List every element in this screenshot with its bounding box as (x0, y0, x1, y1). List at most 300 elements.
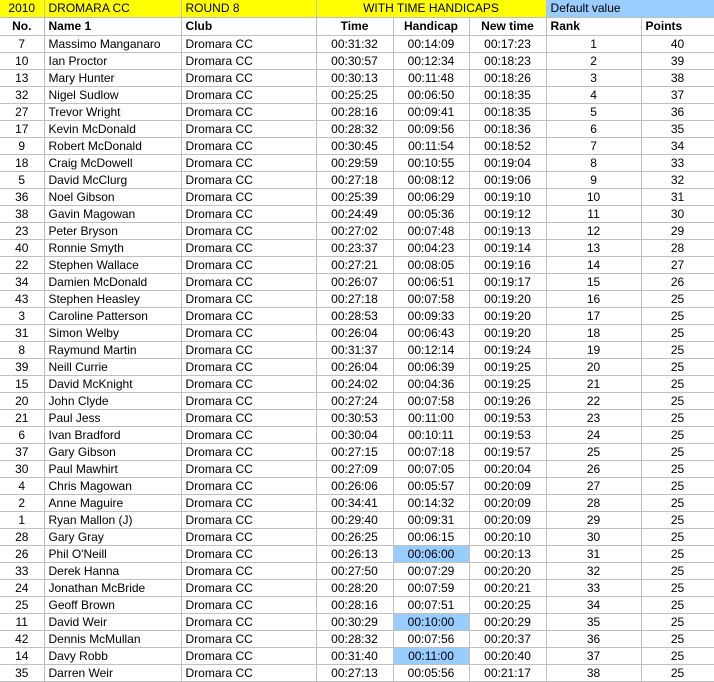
cell-rank[interactable]: 14 (546, 257, 641, 274)
cell-points[interactable]: 34 (641, 138, 714, 155)
cell-no[interactable]: 31 (0, 325, 44, 342)
cell-name[interactable]: Ryan Mallon (J) (44, 512, 181, 529)
cell-no[interactable]: 17 (0, 121, 44, 138)
cell-time[interactable]: 00:27:18 (316, 291, 393, 308)
cell-time[interactable]: 00:26:07 (316, 274, 393, 291)
cell-rank[interactable]: 17 (546, 308, 641, 325)
cell-rank[interactable]: 27 (546, 478, 641, 495)
cell-rank[interactable]: 35 (546, 614, 641, 631)
cell-club[interactable]: Dromara CC (181, 36, 316, 53)
cell-club[interactable]: Dromara CC (181, 206, 316, 223)
cell-rank[interactable]: 37 (546, 648, 641, 665)
cell-club[interactable]: Dromara CC (181, 427, 316, 444)
cell-new-time[interactable]: 00:18:52 (469, 138, 546, 155)
cell-name[interactable]: Neill Currie (44, 359, 181, 376)
cell-name[interactable]: Simon Welby (44, 325, 181, 342)
cell-points[interactable]: 25 (641, 563, 714, 580)
cell-club[interactable]: Dromara CC (181, 155, 316, 172)
cell-handicap[interactable]: 00:07:29 (393, 563, 469, 580)
cell-club[interactable]: Dromara CC (181, 461, 316, 478)
cell-club[interactable]: Dromara CC (181, 631, 316, 648)
cell-name[interactable]: Paul Jess (44, 410, 181, 427)
header-points[interactable]: Points (641, 18, 714, 36)
cell-no[interactable]: 10 (0, 53, 44, 70)
cell-points[interactable]: 25 (641, 665, 714, 682)
cell-time[interactable]: 00:24:02 (316, 376, 393, 393)
cell-rank[interactable]: 11 (546, 206, 641, 223)
cell-no[interactable]: 25 (0, 597, 44, 614)
cell-new-time[interactable]: 00:20:04 (469, 461, 546, 478)
cell-points[interactable]: 25 (641, 291, 714, 308)
cell-time[interactable]: 00:27:15 (316, 444, 393, 461)
cell-club[interactable]: Dromara CC (181, 138, 316, 155)
cell-points[interactable]: 25 (641, 410, 714, 427)
banner-round-cell[interactable]: ROUND 8 (181, 0, 316, 18)
cell-rank[interactable]: 12 (546, 223, 641, 240)
cell-points[interactable]: 25 (641, 495, 714, 512)
cell-time[interactable]: 00:27:02 (316, 223, 393, 240)
cell-points[interactable]: 25 (641, 614, 714, 631)
cell-club[interactable]: Dromara CC (181, 121, 316, 138)
cell-handicap[interactable]: 00:07:58 (393, 291, 469, 308)
cell-club[interactable]: Dromara CC (181, 410, 316, 427)
cell-club[interactable]: Dromara CC (181, 512, 316, 529)
cell-points[interactable]: 26 (641, 274, 714, 291)
cell-no[interactable]: 3 (0, 308, 44, 325)
header-time[interactable]: Time (316, 18, 393, 36)
cell-time[interactable]: 00:27:09 (316, 461, 393, 478)
cell-no[interactable]: 2 (0, 495, 44, 512)
cell-points[interactable]: 25 (641, 427, 714, 444)
cell-no[interactable]: 22 (0, 257, 44, 274)
cell-time[interactable]: 00:27:50 (316, 563, 393, 580)
cell-club[interactable]: Dromara CC (181, 529, 316, 546)
cell-name[interactable]: Derek Hanna (44, 563, 181, 580)
cell-time[interactable]: 00:28:16 (316, 597, 393, 614)
cell-handicap[interactable]: 00:09:41 (393, 104, 469, 121)
cell-handicap[interactable]: 00:09:56 (393, 121, 469, 138)
cell-rank[interactable]: 4 (546, 87, 641, 104)
cell-new-time[interactable]: 00:18:35 (469, 87, 546, 104)
cell-new-time[interactable]: 00:19:53 (469, 427, 546, 444)
cell-no[interactable]: 28 (0, 529, 44, 546)
cell-new-time[interactable]: 00:19:24 (469, 342, 546, 359)
cell-name[interactable]: Raymund Martin (44, 342, 181, 359)
cell-new-time[interactable]: 00:19:14 (469, 240, 546, 257)
cell-no[interactable]: 37 (0, 444, 44, 461)
cell-club[interactable]: Dromara CC (181, 478, 316, 495)
cell-time[interactable]: 00:30:57 (316, 53, 393, 70)
cell-points[interactable]: 25 (641, 631, 714, 648)
cell-new-time[interactable]: 00:19:20 (469, 291, 546, 308)
cell-rank[interactable]: 20 (546, 359, 641, 376)
cell-name[interactable]: Noel Gibson (44, 189, 181, 206)
cell-rank[interactable]: 31 (546, 546, 641, 563)
cell-handicap[interactable]: 00:11:00 (393, 410, 469, 427)
cell-points[interactable]: 29 (641, 223, 714, 240)
cell-club[interactable]: Dromara CC (181, 580, 316, 597)
cell-points[interactable]: 25 (641, 393, 714, 410)
cell-club[interactable]: Dromara CC (181, 172, 316, 189)
cell-club[interactable]: Dromara CC (181, 274, 316, 291)
cell-name[interactable]: Paul Mawhirt (44, 461, 181, 478)
default-value-cell[interactable]: Default value (546, 0, 714, 18)
cell-time[interactable]: 00:28:20 (316, 580, 393, 597)
cell-name[interactable]: Gary Gray (44, 529, 181, 546)
cell-rank[interactable]: 16 (546, 291, 641, 308)
cell-no[interactable]: 15 (0, 376, 44, 393)
cell-new-time[interactable]: 00:19:17 (469, 274, 546, 291)
cell-name[interactable]: Anne Maguire (44, 495, 181, 512)
cell-time[interactable]: 00:31:32 (316, 36, 393, 53)
cell-name[interactable]: Trevor Wright (44, 104, 181, 121)
cell-new-time[interactable]: 00:19:20 (469, 308, 546, 325)
cell-handicap[interactable]: 00:06:29 (393, 189, 469, 206)
cell-rank[interactable]: 7 (546, 138, 641, 155)
cell-rank[interactable]: 22 (546, 393, 641, 410)
cell-club[interactable]: Dromara CC (181, 614, 316, 631)
cell-club[interactable]: Dromara CC (181, 87, 316, 104)
cell-points[interactable]: 25 (641, 580, 714, 597)
cell-no[interactable]: 18 (0, 155, 44, 172)
cell-new-time[interactable]: 00:19:20 (469, 325, 546, 342)
cell-new-time[interactable]: 00:20:25 (469, 597, 546, 614)
cell-name[interactable]: Jonathan McBride (44, 580, 181, 597)
cell-points[interactable]: 25 (641, 444, 714, 461)
cell-name[interactable]: Kevin McDonald (44, 121, 181, 138)
cell-club[interactable]: Dromara CC (181, 563, 316, 580)
cell-points[interactable]: 35 (641, 121, 714, 138)
cell-rank[interactable]: 5 (546, 104, 641, 121)
cell-no[interactable]: 7 (0, 36, 44, 53)
cell-name[interactable]: John Clyde (44, 393, 181, 410)
cell-name[interactable]: Darren Weir (44, 665, 181, 682)
cell-club[interactable]: Dromara CC (181, 104, 316, 121)
header-no[interactable]: No. (0, 18, 44, 36)
cell-club[interactable]: Dromara CC (181, 495, 316, 512)
header-name[interactable]: Name 1 (44, 18, 181, 36)
cell-no[interactable]: 33 (0, 563, 44, 580)
cell-no[interactable]: 20 (0, 393, 44, 410)
cell-time[interactable]: 00:28:32 (316, 121, 393, 138)
cell-name[interactable]: Massimo Manganaro (44, 36, 181, 53)
cell-handicap[interactable]: 00:07:51 (393, 597, 469, 614)
cell-no[interactable]: 5 (0, 172, 44, 189)
cell-club[interactable]: Dromara CC (181, 240, 316, 257)
cell-rank[interactable]: 13 (546, 240, 641, 257)
cell-time[interactable]: 00:28:16 (316, 104, 393, 121)
cell-name[interactable]: Phil O'Neill (44, 546, 181, 563)
cell-name[interactable]: Gavin Magowan (44, 206, 181, 223)
cell-no[interactable]: 24 (0, 580, 44, 597)
cell-points[interactable]: 25 (641, 512, 714, 529)
cell-club[interactable]: Dromara CC (181, 223, 316, 240)
cell-handicap[interactable]: 00:09:33 (393, 308, 469, 325)
cell-no[interactable]: 23 (0, 223, 44, 240)
cell-time[interactable]: 00:30:53 (316, 410, 393, 427)
cell-rank[interactable]: 29 (546, 512, 641, 529)
cell-time[interactable]: 00:29:59 (316, 155, 393, 172)
cell-rank[interactable]: 28 (546, 495, 641, 512)
cell-time[interactable]: 00:25:25 (316, 87, 393, 104)
cell-handicap[interactable]: 00:06:43 (393, 325, 469, 342)
cell-club[interactable]: Dromara CC (181, 359, 316, 376)
cell-name[interactable]: Robert McDonald (44, 138, 181, 155)
cell-name[interactable]: Ivan Bradford (44, 427, 181, 444)
cell-new-time[interactable]: 00:19:13 (469, 223, 546, 240)
cell-name[interactable]: Davy Robb (44, 648, 181, 665)
cell-handicap[interactable]: 00:14:32 (393, 495, 469, 512)
cell-handicap[interactable]: 00:07:18 (393, 444, 469, 461)
cell-time[interactable]: 00:31:40 (316, 648, 393, 665)
cell-points[interactable]: 25 (641, 342, 714, 359)
cell-time[interactable]: 00:30:04 (316, 427, 393, 444)
cell-no[interactable]: 30 (0, 461, 44, 478)
cell-time[interactable]: 00:26:04 (316, 325, 393, 342)
cell-new-time[interactable]: 00:18:26 (469, 70, 546, 87)
cell-no[interactable]: 1 (0, 512, 44, 529)
cell-points[interactable]: 25 (641, 376, 714, 393)
header-new-time[interactable]: New time (469, 18, 546, 36)
cell-points[interactable]: 25 (641, 359, 714, 376)
cell-no[interactable]: 6 (0, 427, 44, 444)
cell-points[interactable]: 30 (641, 206, 714, 223)
cell-time[interactable]: 00:26:06 (316, 478, 393, 495)
cell-handicap[interactable]: 00:10:11 (393, 427, 469, 444)
cell-handicap[interactable]: 00:08:12 (393, 172, 469, 189)
cell-rank[interactable]: 10 (546, 189, 641, 206)
cell-handicap[interactable]: 00:06:39 (393, 359, 469, 376)
cell-handicap[interactable]: 00:05:57 (393, 478, 469, 495)
cell-club[interactable]: Dromara CC (181, 665, 316, 682)
cell-club[interactable]: Dromara CC (181, 597, 316, 614)
cell-time[interactable]: 00:26:25 (316, 529, 393, 546)
cell-time[interactable]: 00:25:39 (316, 189, 393, 206)
cell-club[interactable]: Dromara CC (181, 53, 316, 70)
cell-handicap[interactable]: 00:08:05 (393, 257, 469, 274)
cell-club[interactable]: Dromara CC (181, 342, 316, 359)
cell-handicap[interactable]: 00:09:31 (393, 512, 469, 529)
cell-handicap[interactable]: 00:11:54 (393, 138, 469, 155)
cell-new-time[interactable]: 00:19:26 (469, 393, 546, 410)
cell-new-time[interactable]: 00:20:40 (469, 648, 546, 665)
cell-new-time[interactable]: 00:19:16 (469, 257, 546, 274)
cell-rank[interactable]: 3 (546, 70, 641, 87)
cell-time[interactable]: 00:29:40 (316, 512, 393, 529)
cell-new-time[interactable]: 00:20:29 (469, 614, 546, 631)
cell-no[interactable]: 40 (0, 240, 44, 257)
cell-rank[interactable]: 38 (546, 665, 641, 682)
banner-title-cell[interactable]: WITH TIME HANDICAPS (316, 0, 546, 18)
cell-handicap[interactable]: 00:07:58 (393, 393, 469, 410)
cell-name[interactable]: Geoff Brown (44, 597, 181, 614)
cell-new-time[interactable]: 00:21:17 (469, 665, 546, 682)
cell-no[interactable]: 4 (0, 478, 44, 495)
cell-points[interactable]: 25 (641, 546, 714, 563)
cell-no[interactable]: 11 (0, 614, 44, 631)
cell-club[interactable]: Dromara CC (181, 648, 316, 665)
cell-new-time[interactable]: 00:20:20 (469, 563, 546, 580)
cell-new-time[interactable]: 00:19:57 (469, 444, 546, 461)
cell-no[interactable]: 26 (0, 546, 44, 563)
cell-club[interactable]: Dromara CC (181, 325, 316, 342)
cell-handicap[interactable]: 00:07:59 (393, 580, 469, 597)
cell-points[interactable]: 40 (641, 36, 714, 53)
cell-no[interactable]: 35 (0, 665, 44, 682)
cell-time[interactable]: 00:31:37 (316, 342, 393, 359)
cell-handicap[interactable]: 00:11:00 (393, 648, 469, 665)
cell-rank[interactable]: 30 (546, 529, 641, 546)
cell-points[interactable]: 37 (641, 87, 714, 104)
cell-time[interactable]: 00:30:45 (316, 138, 393, 155)
cell-name[interactable]: Gary Gibson (44, 444, 181, 461)
cell-name[interactable]: Chris Magowan (44, 478, 181, 495)
header-handicap[interactable]: Handicap (393, 18, 469, 36)
cell-handicap[interactable]: 00:10:00 (393, 614, 469, 631)
banner-club-cell[interactable]: DROMARA CC (44, 0, 181, 18)
cell-time[interactable]: 00:28:53 (316, 308, 393, 325)
banner-year-cell[interactable]: 2010 (0, 0, 44, 18)
cell-points[interactable]: 28 (641, 240, 714, 257)
cell-handicap[interactable]: 00:07:48 (393, 223, 469, 240)
cell-time[interactable]: 00:27:18 (316, 172, 393, 189)
cell-name[interactable]: Dennis McMullan (44, 631, 181, 648)
cell-handicap[interactable]: 00:06:51 (393, 274, 469, 291)
cell-rank[interactable]: 6 (546, 121, 641, 138)
cell-points[interactable]: 25 (641, 325, 714, 342)
cell-new-time[interactable]: 00:19:12 (469, 206, 546, 223)
cell-points[interactable]: 25 (641, 478, 714, 495)
cell-time[interactable]: 00:34:41 (316, 495, 393, 512)
cell-time[interactable]: 00:30:13 (316, 70, 393, 87)
cell-handicap[interactable]: 00:04:36 (393, 376, 469, 393)
cell-time[interactable]: 00:24:49 (316, 206, 393, 223)
cell-rank[interactable]: 8 (546, 155, 641, 172)
cell-points[interactable]: 36 (641, 104, 714, 121)
cell-new-time[interactable]: 00:20:21 (469, 580, 546, 597)
cell-points[interactable]: 33 (641, 155, 714, 172)
cell-no[interactable]: 9 (0, 138, 44, 155)
header-club[interactable]: Club (181, 18, 316, 36)
cell-handicap[interactable]: 00:11:48 (393, 70, 469, 87)
cell-points[interactable]: 39 (641, 53, 714, 70)
cell-time[interactable]: 00:26:04 (316, 359, 393, 376)
cell-new-time[interactable]: 00:18:35 (469, 104, 546, 121)
cell-handicap[interactable]: 00:04:23 (393, 240, 469, 257)
cell-name[interactable]: Nigel Sudlow (44, 87, 181, 104)
cell-points[interactable]: 27 (641, 257, 714, 274)
cell-points[interactable]: 38 (641, 70, 714, 87)
cell-no[interactable]: 36 (0, 189, 44, 206)
cell-new-time[interactable]: 00:19:06 (469, 172, 546, 189)
cell-time[interactable]: 00:23:37 (316, 240, 393, 257)
cell-no[interactable]: 14 (0, 648, 44, 665)
cell-handicap[interactable]: 00:05:56 (393, 665, 469, 682)
cell-rank[interactable]: 18 (546, 325, 641, 342)
cell-name[interactable]: Ronnie Smyth (44, 240, 181, 257)
cell-new-time[interactable]: 00:20:09 (469, 478, 546, 495)
cell-handicap[interactable]: 00:05:36 (393, 206, 469, 223)
cell-no[interactable]: 21 (0, 410, 44, 427)
cell-rank[interactable]: 36 (546, 631, 641, 648)
cell-club[interactable]: Dromara CC (181, 444, 316, 461)
cell-no[interactable]: 13 (0, 70, 44, 87)
cell-rank[interactable]: 25 (546, 444, 641, 461)
cell-no[interactable]: 27 (0, 104, 44, 121)
cell-handicap[interactable]: 00:07:05 (393, 461, 469, 478)
cell-no[interactable]: 39 (0, 359, 44, 376)
cell-handicap[interactable]: 00:06:00 (393, 546, 469, 563)
cell-handicap[interactable]: 00:14:09 (393, 36, 469, 53)
cell-points[interactable]: 25 (641, 648, 714, 665)
cell-club[interactable]: Dromara CC (181, 189, 316, 206)
cell-new-time[interactable]: 00:18:36 (469, 121, 546, 138)
cell-rank[interactable]: 23 (546, 410, 641, 427)
cell-no[interactable]: 34 (0, 274, 44, 291)
cell-name[interactable]: Mary Hunter (44, 70, 181, 87)
cell-new-time[interactable]: 00:20:09 (469, 495, 546, 512)
cell-name[interactable]: Ian Proctor (44, 53, 181, 70)
cell-new-time[interactable]: 00:19:25 (469, 359, 546, 376)
cell-rank[interactable]: 26 (546, 461, 641, 478)
cell-new-time[interactable]: 00:20:37 (469, 631, 546, 648)
cell-new-time[interactable]: 00:18:23 (469, 53, 546, 70)
cell-rank[interactable]: 2 (546, 53, 641, 70)
cell-no[interactable]: 43 (0, 291, 44, 308)
cell-name[interactable]: David McClurg (44, 172, 181, 189)
cell-time[interactable]: 00:30:29 (316, 614, 393, 631)
cell-time[interactable]: 00:27:21 (316, 257, 393, 274)
cell-points[interactable]: 25 (641, 308, 714, 325)
cell-handicap[interactable]: 00:10:55 (393, 155, 469, 172)
cell-time[interactable]: 00:27:13 (316, 665, 393, 682)
cell-points[interactable]: 32 (641, 172, 714, 189)
cell-points[interactable]: 25 (641, 529, 714, 546)
cell-club[interactable]: Dromara CC (181, 376, 316, 393)
cell-rank[interactable]: 21 (546, 376, 641, 393)
cell-rank[interactable]: 34 (546, 597, 641, 614)
cell-new-time[interactable]: 00:19:04 (469, 155, 546, 172)
cell-name[interactable]: Peter Bryson (44, 223, 181, 240)
cell-name[interactable]: Craig McDowell (44, 155, 181, 172)
cell-time[interactable]: 00:27:24 (316, 393, 393, 410)
cell-club[interactable]: Dromara CC (181, 291, 316, 308)
cell-handicap[interactable]: 00:06:50 (393, 87, 469, 104)
cell-club[interactable]: Dromara CC (181, 70, 316, 87)
cell-name[interactable]: David McKnight (44, 376, 181, 393)
cell-new-time[interactable]: 00:19:25 (469, 376, 546, 393)
cell-new-time[interactable]: 00:20:09 (469, 512, 546, 529)
cell-new-time[interactable]: 00:20:13 (469, 546, 546, 563)
cell-points[interactable]: 31 (641, 189, 714, 206)
cell-club[interactable]: Dromara CC (181, 546, 316, 563)
cell-no[interactable]: 42 (0, 631, 44, 648)
cell-new-time[interactable]: 00:19:10 (469, 189, 546, 206)
cell-handicap[interactable]: 00:12:14 (393, 342, 469, 359)
cell-new-time[interactable]: 00:20:10 (469, 529, 546, 546)
cell-new-time[interactable]: 00:19:53 (469, 410, 546, 427)
cell-time[interactable]: 00:28:32 (316, 631, 393, 648)
cell-name[interactable]: Caroline Patterson (44, 308, 181, 325)
cell-handicap[interactable]: 00:07:56 (393, 631, 469, 648)
cell-club[interactable]: Dromara CC (181, 308, 316, 325)
cell-rank[interactable]: 24 (546, 427, 641, 444)
cell-club[interactable]: Dromara CC (181, 393, 316, 410)
cell-rank[interactable]: 19 (546, 342, 641, 359)
cell-time[interactable]: 00:26:13 (316, 546, 393, 563)
cell-name[interactable]: David Weir (44, 614, 181, 631)
cell-rank[interactable]: 15 (546, 274, 641, 291)
